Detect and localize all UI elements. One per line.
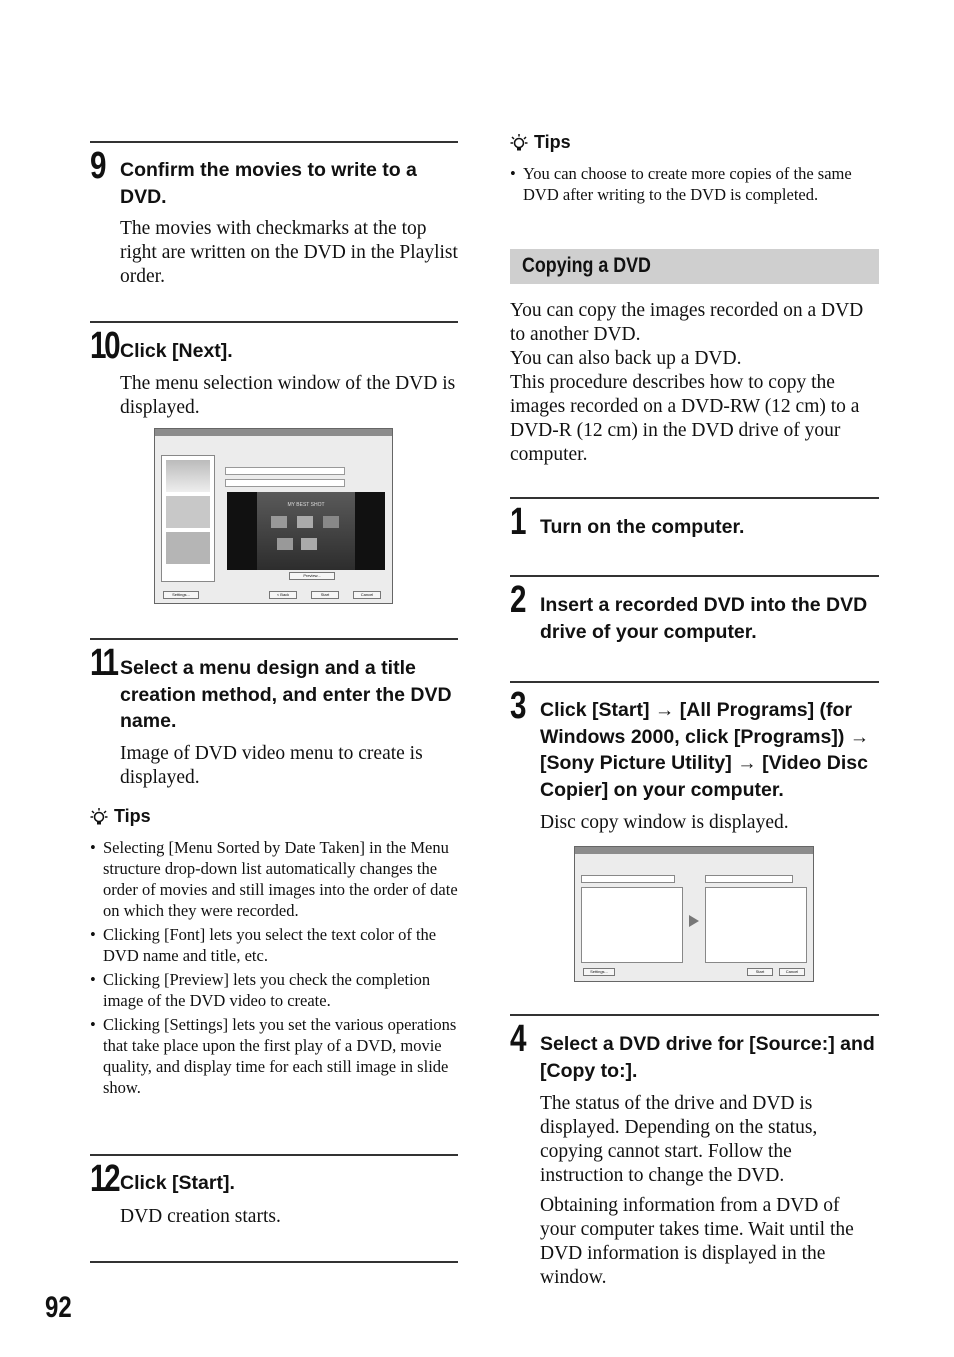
tips-list bbox=[90, 837, 458, 1101]
design-thumbnail bbox=[166, 460, 210, 492]
step-number: 1 bbox=[510, 501, 525, 543]
page-number: 92 bbox=[45, 1291, 72, 1324]
step-number: 2 bbox=[510, 579, 525, 621]
settings-button[interactable]: Settings... bbox=[583, 968, 615, 976]
dvd-creation-screenshot bbox=[154, 428, 393, 604]
disc-copier-screenshot bbox=[574, 846, 814, 982]
window-titlebar bbox=[575, 847, 813, 854]
design-list bbox=[161, 455, 215, 582]
menu-title: MY BEST SHOT bbox=[287, 502, 325, 508]
lightbulb-icon bbox=[510, 133, 528, 153]
step-number: 9 bbox=[90, 145, 105, 187]
step-number: 4 bbox=[510, 1018, 525, 1060]
cancel-button[interactable]: Cancel bbox=[353, 591, 381, 599]
start-button[interactable]: Start bbox=[747, 968, 773, 976]
menu-thumb bbox=[297, 516, 313, 528]
back-button[interactable]: < Back bbox=[269, 591, 297, 599]
divider bbox=[90, 141, 458, 143]
divider bbox=[90, 638, 458, 640]
disc-name-field bbox=[225, 479, 345, 487]
menu-thumb bbox=[271, 516, 287, 528]
step-number: 11 bbox=[90, 642, 117, 684]
start-button[interactable]: Start bbox=[311, 591, 339, 599]
tips-label: Tips bbox=[114, 806, 151, 826]
menu-preview bbox=[227, 492, 385, 570]
step-title: Turn on the computer. bbox=[540, 516, 745, 538]
tip-item: • Clicking [Settings] lets you set the various operations that take place upon the first play of a DVD, movie quality, and display time for each still image in slide show. bbox=[90, 1014, 458, 1098]
menu-thumb bbox=[277, 538, 293, 550]
menu-thumb bbox=[301, 538, 317, 550]
design-thumbnail bbox=[166, 496, 210, 528]
step-body: The menu selection window of the DVD is displayed. bbox=[120, 373, 456, 418]
arrow-right-icon bbox=[689, 915, 699, 927]
divider bbox=[510, 575, 879, 577]
divider bbox=[90, 1154, 458, 1156]
source-select bbox=[581, 875, 675, 883]
step-title: Click [Start]. bbox=[120, 1172, 235, 1194]
tips-label: Tips bbox=[534, 132, 571, 152]
tip-item: • Clicking [Font] lets you select the text color of the DVD name and title, etc. bbox=[90, 924, 458, 966]
intro-paragraph: You can copy the images recorded on a DVD to another DVD. bbox=[510, 300, 864, 345]
step-title: Confirm the movies to write to a DVD. bbox=[120, 159, 417, 208]
title-field bbox=[225, 467, 345, 475]
tip-item: • Selecting [Menu Sorted by Date Taken] in the Menu structure drop-down list automatically changes the order of movies and still images into the order of date on which they were recorded. bbox=[90, 837, 458, 921]
lightbulb-icon bbox=[90, 807, 108, 827]
divider bbox=[510, 497, 879, 499]
step-body: The status of the drive and DVD is displayed. Depending on the status, copying cannot start. Follow the instruction to change the DVD. bbox=[540, 1093, 818, 1186]
step-title: Click [Start] → [All Programs] (for Windows 2000, click [Programs]) → [Sony Picture Utility] → [Video Disc Copier] on your computer. bbox=[540, 699, 870, 801]
tips-list bbox=[510, 163, 870, 208]
step-number: 3 bbox=[510, 685, 525, 727]
step-body: DVD creation starts. bbox=[120, 1206, 281, 1227]
cancel-button[interactable]: Cancel bbox=[779, 968, 805, 976]
step-body: Disc copy window is displayed. bbox=[540, 812, 789, 833]
divider bbox=[510, 681, 879, 683]
copyto-info bbox=[705, 887, 807, 963]
preview-button[interactable]: Preview... bbox=[289, 572, 335, 580]
intro-paragraph: This procedure describes how to copy the images recorded on a DVD-RW (12 cm) to a DVD-R (12 cm) in the DVD drive of your computer. bbox=[510, 372, 860, 465]
section-title: Copying a DVD bbox=[522, 254, 651, 277]
step-number: 12 bbox=[90, 1158, 119, 1200]
design-thumbnail bbox=[166, 532, 210, 564]
step-title: Select a DVD drive for [Source:] and [Copy to:]. bbox=[540, 1033, 875, 1082]
step-title: Click [Next]. bbox=[120, 340, 233, 362]
step-title: Insert a recorded DVD into the DVD drive of your computer. bbox=[540, 594, 868, 643]
step-number: 10 bbox=[90, 325, 119, 367]
tip-item: • Clicking [Preview] lets you check the completion image of the DVD video to create. bbox=[90, 969, 458, 1011]
copyto-select bbox=[705, 875, 793, 883]
step-body: The movies with checkmarks at the top right are written on the DVD in the Playlist order. bbox=[120, 218, 458, 287]
menu-thumb bbox=[323, 516, 339, 528]
step-body: Image of DVD video menu to create is displayed. bbox=[120, 743, 423, 788]
tips-heading bbox=[90, 806, 151, 827]
divider bbox=[90, 321, 458, 323]
tips-heading bbox=[510, 132, 571, 153]
step-title: Select a menu design and a title creation method, and enter the DVD name. bbox=[120, 657, 452, 732]
intro-text bbox=[510, 299, 879, 467]
menu-preview-image bbox=[257, 492, 355, 570]
step-body: Obtaining information from a DVD of your computer takes time. Wait until the DVD information is displayed in the window. bbox=[540, 1195, 854, 1288]
section-header bbox=[510, 249, 879, 284]
divider bbox=[510, 1014, 879, 1016]
window-titlebar bbox=[155, 429, 392, 436]
divider bbox=[90, 1261, 458, 1263]
settings-button[interactable]: Settings... bbox=[163, 591, 199, 599]
tip-item: • You can choose to create more copies of the same DVD after writing to the DVD is completed. bbox=[510, 163, 870, 205]
source-info bbox=[581, 887, 683, 963]
intro-paragraph: You can also back up a DVD. bbox=[510, 348, 742, 369]
